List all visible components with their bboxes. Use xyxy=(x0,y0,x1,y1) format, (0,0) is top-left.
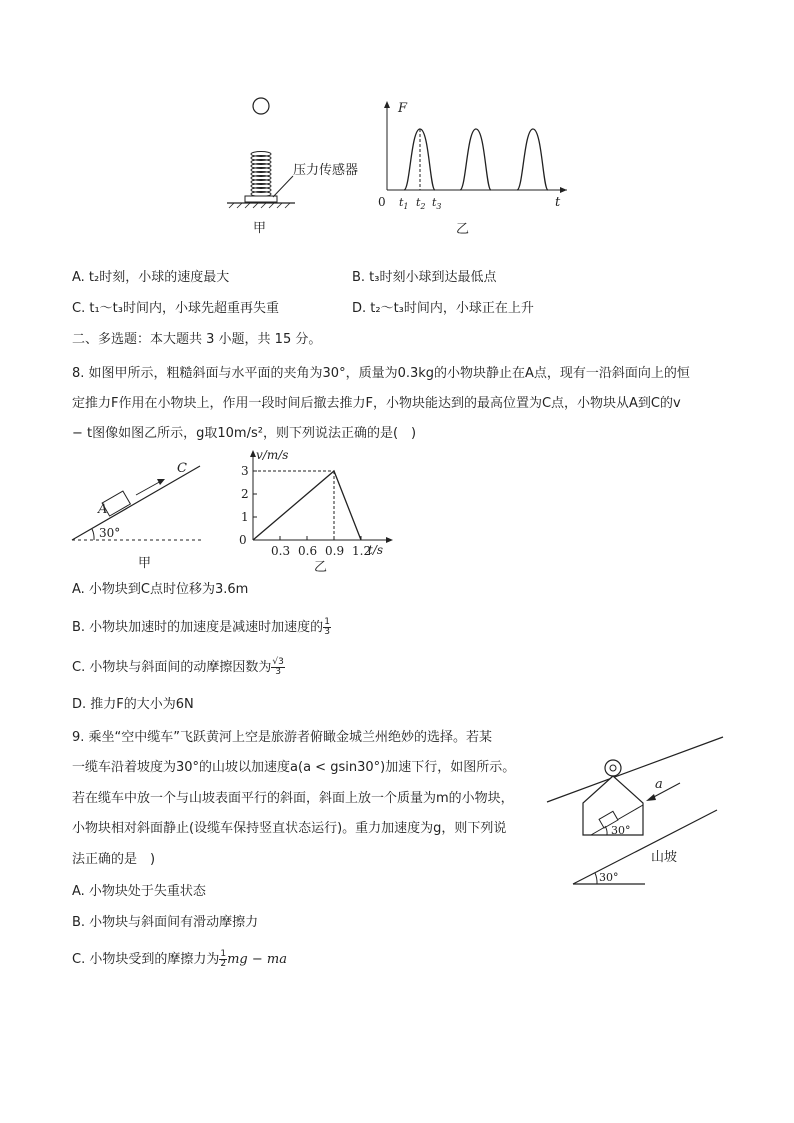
figure-force-graph xyxy=(372,95,572,240)
q7-option-a: A. t₂时刻，小球的速度最大 xyxy=(72,270,230,285)
tick-t3: t xyxy=(432,196,437,209)
x-tick-label: 0.6 xyxy=(298,544,318,558)
jia-label: 甲 xyxy=(253,221,267,236)
outer-angle: 30° xyxy=(599,871,619,884)
x-tick-label: 0.9 xyxy=(325,544,345,558)
figure-sensor xyxy=(215,90,385,240)
inner-angle: 30° xyxy=(611,824,631,837)
jia-label-q8: 甲 xyxy=(138,556,152,571)
q9-line-5: 法正确的是 ) xyxy=(72,852,156,867)
q8-line-3: − t图像如图乙所示，g取10m/s²，则下列说法正确的是( ) xyxy=(72,426,417,441)
y-tick-label: 2 xyxy=(241,487,249,501)
tick-t1: t xyxy=(399,196,404,209)
q7-option-d: D. t₂～t₃时间内，小球正在上升 xyxy=(352,301,534,316)
fraction-one-third: $\frac{1}{3}$ xyxy=(324,617,330,637)
sensor-label: 压力传感器 xyxy=(293,163,359,178)
sensor-plate xyxy=(245,196,277,202)
q9-line-2: 一缆车沿着坡度为30°的山坡以加速度a(a < gsin30°)加速下行，如图所示。 xyxy=(72,760,516,775)
ball xyxy=(253,98,269,114)
force-pulse-3 xyxy=(517,129,548,190)
vt-origin: 0 xyxy=(239,533,247,547)
y-tick-label: 1 xyxy=(241,510,249,524)
q9-line-3: 若在缆车中放一个与山坡表面平行的斜面，斜面上放一个质量为m的小物块， xyxy=(72,791,514,806)
q9-option-b: B. 小物块与斜面间有滑动摩擦力 xyxy=(72,915,259,930)
figure-cable-car xyxy=(545,735,725,890)
label-A: A xyxy=(98,502,108,517)
vt-chart xyxy=(228,447,398,575)
yi-label: 乙 xyxy=(456,222,470,237)
v-axis-label: v/m/s xyxy=(256,448,289,462)
label-a: a xyxy=(655,777,663,792)
axis-t: t xyxy=(555,195,561,210)
axis-F: F xyxy=(398,101,408,116)
yi-label-q8: 乙 xyxy=(314,560,328,575)
label-C: C xyxy=(177,461,187,476)
x-tick-label: 1.2 xyxy=(352,544,372,558)
pulley xyxy=(605,760,621,776)
q9-line-1: 9. 乘坐“空中缆车”飞跃黄河上空是旅游者俯瞰金城兰州绝妙的选择。若某 xyxy=(72,730,493,745)
fraction-root3-over-3: $\frac{√3}{3}$ xyxy=(272,657,284,677)
figure-incline xyxy=(68,455,213,575)
t-axis-label: t/s xyxy=(368,543,384,557)
q7-option-c: C. t₁～t₃时间内，小球先超重再失重 xyxy=(72,301,279,316)
q8-option-b: B. 小物块加速时的加速度是减速时加速度的 $\frac{1}{3}$ xyxy=(72,617,330,637)
x-tick-label: 0.3 xyxy=(271,544,291,558)
tick-t2: t xyxy=(416,196,421,209)
q7-option-b: B. t₃时刻小球到达最低点 xyxy=(352,270,497,285)
q8-line-2: 定推力F作用在小物块上，作用一段时间后撤去推力F，小物块能达到的最高位置为C点，小物块从A到C的v xyxy=(72,396,681,411)
q8-line-1: 8. 如图甲所示，粗糙斜面与水平面的夹角为30°，质量为0.3kg的小物块静止在A点，现有一沿斜面向上的恒 xyxy=(72,366,690,381)
q9-option-c: C. 小物块受到的摩擦力为 $\frac{1}{2}$ mg − ma xyxy=(72,949,287,969)
q9-option-a: A. 小物块处于失重状态 xyxy=(72,884,206,899)
q8-option-d: D. 推力F的大小为6N xyxy=(72,697,194,712)
svg-text:t3: $t_3$ xyxy=(432,196,442,211)
fraction-one-half: $\frac{1}{2}$ xyxy=(220,949,227,969)
y-tick-label: 3 xyxy=(241,464,249,478)
vt-series-line xyxy=(253,471,361,540)
spring xyxy=(251,152,271,197)
q8-option-c: C. 小物块与斜面间的动摩擦因数为 $\frac{√3}{3}$ xyxy=(72,657,284,677)
origin: 0 xyxy=(378,195,386,209)
section-heading: 二、多选题：本大题共 3 小题，共 15 分。 xyxy=(72,332,322,347)
q9-line-4: 小物块相对斜面静止(设缆车保持竖直状态运行)。重力加速度为g，则下列说 xyxy=(72,821,507,836)
angle-label: 30° xyxy=(99,526,121,540)
svg-text:t1: $t_1$ xyxy=(399,196,409,211)
slope-label: 山坡 xyxy=(651,850,678,865)
svg-text:t2: $t_2$ xyxy=(416,196,426,211)
q8-option-a: A. 小物块到C点时位移为3.6m xyxy=(72,582,249,597)
force-pulse-2 xyxy=(460,129,491,190)
